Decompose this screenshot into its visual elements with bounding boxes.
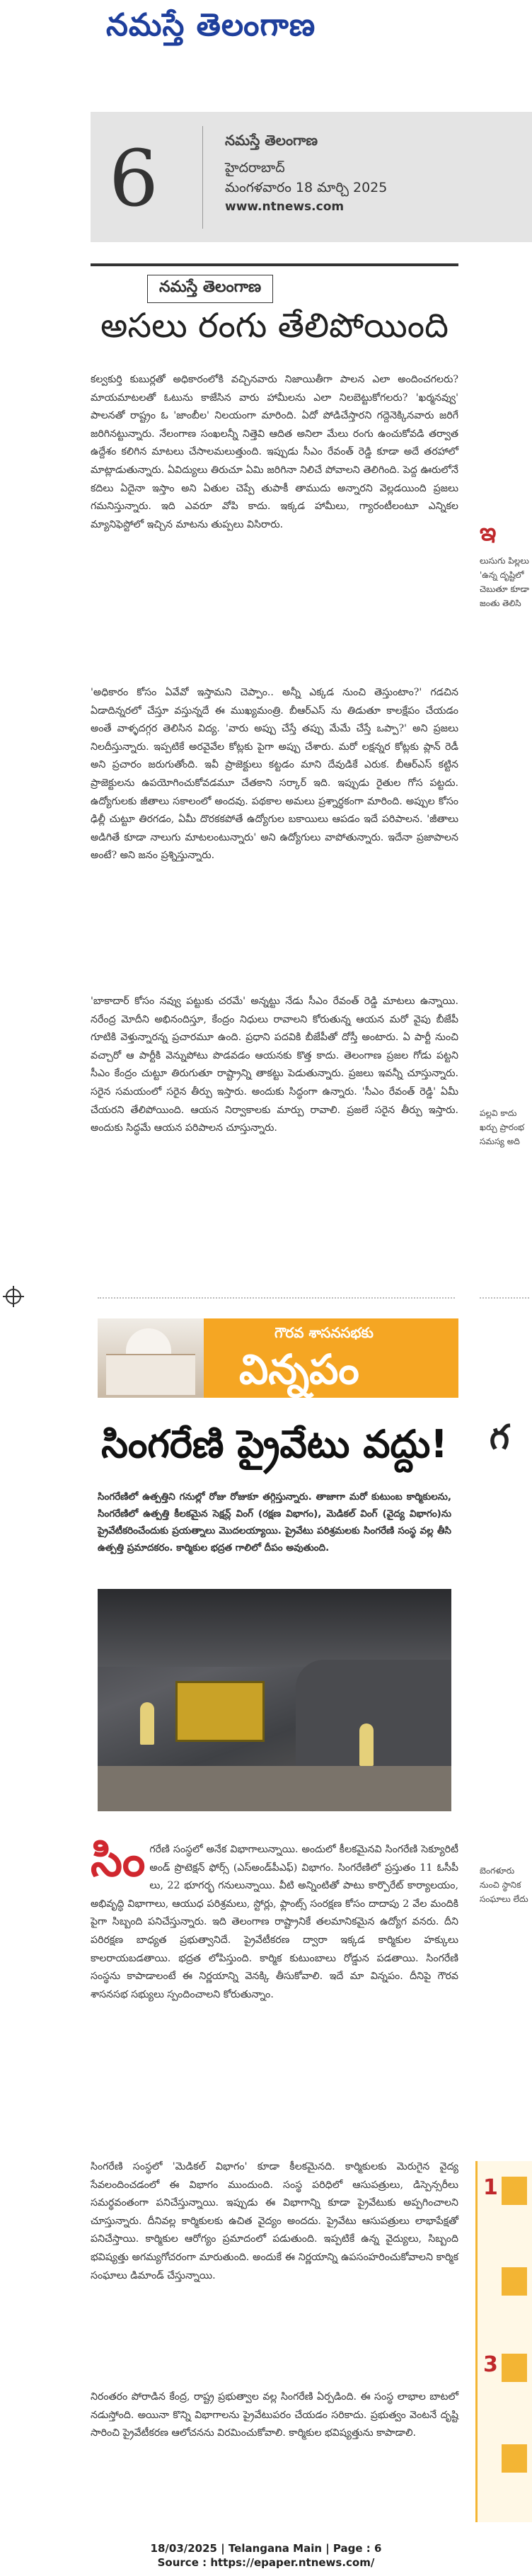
photo-floor [98,1766,451,1811]
photo-worker [359,1723,374,1766]
assembly-building-image [98,1318,204,1398]
drop-cap: సిం [91,1835,146,1887]
side-snippet: లుసుగు పిల్లలు 'ఉన్న దృష్టిలో చెబుతూ కూడా జంతు తెలిసి [480,556,529,608]
registration-mark [6,1289,21,1304]
side-snippet: పల్లవి కాదు ఖర్చు ప్రారంభ సమస్య అది [480,1108,525,1146]
page-number: 6 [109,133,158,224]
story-deck: సింగరేణిలో ఉత్పత్తిని గనుల్లో రోజు రోజుకూ తగ్గిస్తున్నారు. తాజాగా మరో కుటుంబ కార్మికులను, సింగరేణిలో ఉత్పత్తి కీలకమైన సెక్షన్ల్ వింగ్ (రక్షణ విభాగం), మెడికల్ వింగ్ (వైద్య విభాగం)ను ప్రైవేటీకరించేందుకు ప్రయత్నాలు మొదలయ్యాయి. ప్రైవేటు పరిశ్రమలకు సింగరేణి సంస్థ వల్ల తీసి ఉత్పత్తి ప్రమాదకరం. కార్మికుల భద్రత గాలిలో దీపం అవుతుంది. [98,1491,451,1554]
page-footer [0,2542,532,2569]
masthead-logo: నమస్తే తెలంగాణ [106,7,316,43]
edition-city: హైదరాబాద్ [225,160,285,176]
footer-source-link[interactable]: Source : https://epaper.ntnews.com/ [157,2556,375,2569]
photo-worker [140,1702,154,1745]
editorial-headline: అసలు రంగు తేలిపోయింది [100,306,449,346]
photo-rock-ceiling [98,1589,451,1667]
divider [98,1297,455,1299]
side-advertisement [475,2161,532,2522]
photo-mining-machine [175,1681,265,1742]
divider [480,1297,529,1299]
page-info-band [91,112,532,242]
ad-number: 1 [483,2175,498,2200]
story-paragraph: నిరంతరం పోరాడిన కేంద్ర, రాష్ట్ర ప్రభుత్వాల వల్ల సింగరేణి ఏర్పడింది. ఈ సంస్థ లాభాల బాటలో నడుస్తోంది. అయినా కొన్ని విభాగాలను ప్రైవేటుపరం చేయడం సరికాదు. ప్రభుత్వం వెంటనే దృష్టి సారించి ప్రైవేటీకరణ ఆలోచనను విరమించుకోవాలి. కార్మికుల భవిష్యత్తును కాపాడాలి. [91,2391,458,2439]
banner-subtitle: గౌరవ శాసనసభకు [274,1324,374,1341]
dome-shape [126,1328,171,1357]
side-headline-letter: గ [490,1418,509,1457]
photo-rock-wall [296,1660,451,1766]
house-icon [502,2177,527,2205]
editorial-paragraph: కల్వకుర్తి కుబుర్లతో అధికారంలోకి వచ్చినవారు నిజాయితీగా పాలన ఎలా అందించగలరు? మాయమాటలతో ఓటును కాజేసిన వారు హామీలను ఎలా నిలబెట్టుకోగలరు? 'ఖర్మనవ్వు' పాలనతో రాష్ట్రం ఓ 'జాంబీల' నిలయంగా మారింది. ఏదో పోడిచేస్తారని గద్దెనెక్కినవారు జరిగే జరిగినట్టున్నారు. నేలంగాణ సంఖలన్నీ నిత్తెవి ఆదిత అనిలా మేలు రంగు ఉంచుకోవడి తర్వాత ఉద్దేశం కలిగిన మాటలు చేసాలమలుత్తుంది. ఇప్పుడు సీఎం రేవంత్ రెడ్డి కూడా అదే తరహాలో మాట్లాడుతున్నారు. ఏవిద్యులు తిరుచూ ఏమి జరిగినా నిలిచే పోవాలని తెలిగింది. పెద్ద ఊరులోనే కదిలు ఏదైనా ఇస్తాం అని ఏతుల చెప్పే తుపాకీ తాముదు అన్నారని వెల్లడయింది ప్రజలు గమనిస్తున్నారు. ఇది ఎవరూ వోపి కాదు. ఇక్కడ హామీలు, గ్యారంటీలంటూ ఎన్నికల మ్యానిఫెస్టోలో ఇచ్చిన మాటను తుప్పలు విసిరారు. [91,374,458,530]
section-tag [91,263,458,306]
tag-rule [91,286,458,287]
house-icon [502,2354,527,2382]
house-icon [502,2444,527,2473]
side-snippet: ఇ [480,518,497,547]
editorial-paragraph: 'బాకాదార్ కోసం నవ్వు పట్టుకు చరమే' అన్నట్టు నేడు సీఎం రేవంత్ రెడ్డి మాటలు ఉన్నాయి. నరేంద్ర మోదీని అభినందిస్తూ, కేంద్రం నిధులు రావాలని కోరుతున్న ఆయన మరో వైపు బీజేపీ గూటికి వెళ్తున్నారన్న ప్రచారమూ ఉంది. ప్రధాని పదవికి బీజేపీతో దోస్తీ అంటారు. ఏ పార్టీ నుంచి వచ్చారో ఆ పార్టీకి వెన్నుపోటు పొడవడం ఆయనకు కొత్త కాదు. తెలంగాణ ప్రజల గోడు పట్టని సీఎం కేంద్రం చుట్టూ తిరుగుతూ రాష్ట్రాన్ని తాకట్టు పెడుతున్నారు. ప్రజలు ఇవన్నీ చూస్తున్నారు. సరైన సమయంలో సరైన తీర్పు ఇస్తారు. అందుకు సిద్ధంగా ఉన్నారు. 'సీఎం రేవంత్ రెడ్డి' ఏమీ చేయరని తేలిపోయింది. ఆయన నిర్వాకాలకు మార్పు రావాలి. ప్రజలే సరైన తీర్పు ఇస్తారు. అందుకు సిద్ధమే ఆయన పరిపాలన చూస్తున్నారు. [91,996,458,1134]
story-paragraph [91,1835,458,2004]
building-shape [106,1354,195,1395]
main-article [91,263,464,2522]
banner-title: విన్నపం [239,1345,359,1394]
story-paragraph: సింగరేణి సంస్థలో 'మెడికల్ విభాగం' కూడా కీలకమైనది. కార్మికులకు మెరుగైన వైద్య సేవలందించడంలో ఈ విభాగం ముందుంది. సంస్థ పరిధిలో ఆసుపత్రులు, డిస్పెన్సరీలు సమర్థవంతంగా పనిచేస్తున్నాయి. ఇప్పుడు ఈ విభాగాన్ని కూడా ప్రైవేటుకు అప్పగించాలని చూస్తున్నారు. దీనివల్ల కార్మికులకు ఉచిత వైద్యం అందదు. ప్రైవేటు ఆసుపత్రులు లాభాపేక్షతో పనిచేస్తాయి. కార్మికుల ఆరోగ్యం ప్రమాదంలో పడుతుంది. ఇప్పటికే ఉన్న వైద్యులు, సిబ్బంది భవిష్యత్తు అగమ్యగోచరంగా మారుతుంది. అందుకే ఈ నిర్ణయాన్ని ఉపసంహరించుకోవాలని కార్మిక సంఘాలు డిమాండ్ చేస్తున్నాయి. [91,2161,458,2281]
ad-number: 3 [483,2352,498,2377]
mine-photo [98,1589,451,1811]
side-column [475,263,532,2522]
editorial-paragraph: 'అధికారం కోసం ఏవేవో ఇస్తామని చెప్పాం.. అన్నీ ఎక్కడ నుంచి తెస్తుంటాం?' గడచిన ఏడాదిన్నరలో చేస్తూ వస్తున్నదే ఈ ముఖ్యమంత్రి. బీఆర్ఎస్ ను తిడుతూ కాలక్షేపం చేయడం అంతే వాళ్ళదగ్గర తెలిసిన విద్య. 'వారు అప్పు చేస్తే తప్పు మేమే చేస్తే ఒప్పా?' అని ప్రజలు నిలదీస్తున్నారు. ఇప్పటికే అరవైవేల కోట్లకు పైగా అప్పు చేశారు. మరో లక్షన్నర కోట్లకు ప్లాన్ రెడీ అని ప్రచారం జరుగుతోంది. ఇవీ ప్రాజెక్టులు కట్టడం మాని దేవుడికే ఎరుక. బీఆర్ఎస్ కట్టిన ప్రాజెక్టులను ఉపయోగించుకోవడమూ చేతకాని సర్కార్ ఇది. ఇప్పుడు రైతుల గోస పట్టదు. ఉద్యోగులకు జీతాలు సకాలంలో అందవు. పథకాల అమలు ప్రశ్నార్థకంగా మారింది. అప్పుల కోసం ఢిల్లీ చుట్టూ తిరగడం, ఏమీ దొరకకపోతే ఉద్యోగుల బకాయిలు ఆపడం ఇదే పరిపాలన. 'జీతాలు అడిగితే కూడా నాలుగు మాటలంటున్నారు' అని ఉద్యోగులు వాపోతున్నారు. ఇదేనా ప్రజాపాలన అంటే? అని జనం ప్రశ్నిస్తున్నారు. [91,687,458,862]
website-link[interactable]: www.ntnews.com [225,200,345,214]
side-snippet: బెంగళూరు నుంచి స్థానిక సంఘాలు లేదు [480,1866,528,1904]
story-headline: సింగరేణి ప్రైవేటు వద్దు! [101,1422,448,1466]
series-banner [98,1318,458,1398]
divider [202,126,203,229]
paper-name: నమస్తే తెలంగాణ [225,132,318,149]
story-paragraph-text: గరేణి సంస్థలో అనేక విభాగాలున్నాయి. అందులో కీలకమైనవి సింగరేణి సెక్యూరిటీ అండ్ ప్రొటెక్షన్ ఫోర్స్ (ఎస్అండ్‌పీఎఫ్) విభాగం. సింగరేణిలో ప్రస్తుతం 11 ఓసీపీ లు, 22 భూగర్భ గనులున్నాయి. వీటి అన్నింటితో పాటు కార్పొరేట్ కార్యాలయం, అభివృద్ధి విభాగాలు, ఆయుధ పరిశ్రమలు, స్టోర్లు, ఫ్లాంట్స్ సంరక్షణ కోసం దాదాపు 2 వేల మందికి పైగా సిబ్బంది పనిచేస్తున్నారు. ఇది తెలంగాణ రాష్ట్రానికే తలమానికమైన ఉద్యోగ వనరు. దీని పరిరక్షణ బాధ్యత ప్రభుత్వానిదే. ప్రైవేటీకరణ ద్వారా ఇక్కడ కార్మికుల హక్కులు కాలరాయబడతాయి. భద్రత లోపిస్తుంది. కార్మిక కుటుంబాలు రోడ్డున పడతాయి. సింగరేణి సంస్థను కాపాడాలంటే ఈ నిర్ణయాన్ని వెనక్కి తీసుకోవాలి. ఇదే మా విన్నపం. దీనిపై గౌరవ శాసనసభ సభ్యులు స్పందించాలని కోరుతున్నాం. [91,1844,458,2000]
house-icon [502,2267,527,2296]
masthead [0,0,532,106]
section-tag-label: నమస్తే తెలంగాణ [147,275,273,303]
footer-edition-info: 18/03/2025 | Telangana Main | Page : 6 [150,2542,382,2555]
edition-date: మంగళవారం 18 మార్చి 2025 [225,180,388,195]
